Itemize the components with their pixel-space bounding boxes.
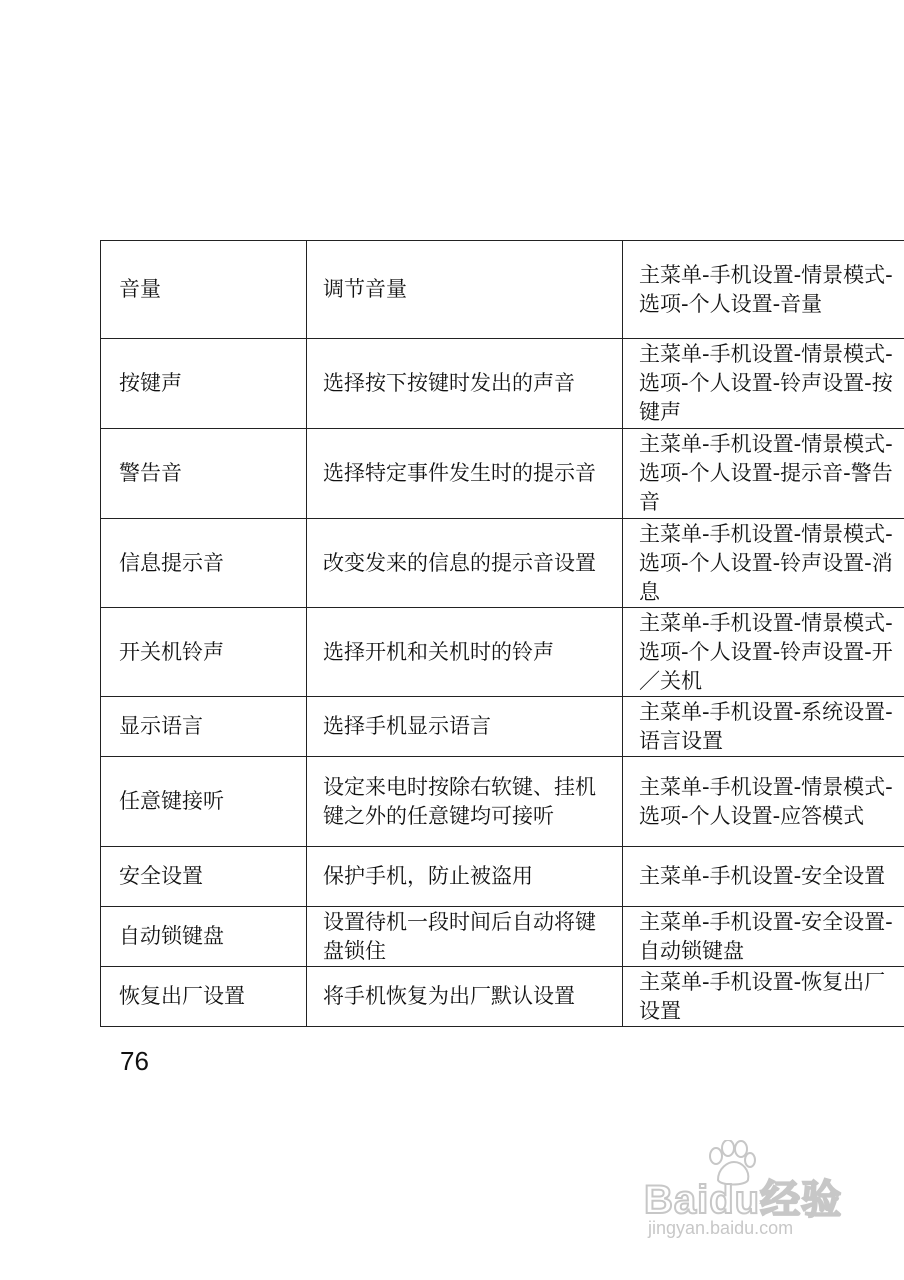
- table-row: [101, 608, 904, 697]
- setting-description-cell: 调节音量: [307, 241, 623, 339]
- setting-path-cell: 主菜单-手机设置-情景模式-选项-个人设置-应答模式: [623, 757, 904, 847]
- setting-path-cell: 主菜单-手机设置-情景模式-选项-个人设置-音量: [623, 241, 904, 339]
- table-row: [101, 429, 904, 519]
- setting-description-cell: 设置待机一段时间后自动将键盘锁住: [307, 907, 623, 967]
- setting-path-cell: 主菜单-手机设置-恢复出厂设置: [623, 967, 904, 1027]
- setting-description-cell: 将手机恢复为出厂默认设置: [307, 967, 623, 1027]
- table-row: [101, 697, 904, 757]
- setting-path-cell: 主菜单-手机设置-安全设置: [623, 847, 904, 907]
- setting-description-cell: 选择手机显示语言: [307, 697, 623, 757]
- table-row: [101, 967, 904, 1027]
- setting-description-cell: 设定来电时按除右软键、挂机键之外的任意键均可接听: [307, 757, 623, 847]
- setting-path-cell: 主菜单-手机设置-系统设置-语言设置: [623, 697, 904, 757]
- setting-name-cell: 按键声: [101, 339, 307, 429]
- setting-path-cell: 主菜单-手机设置-安全设置-自动锁键盘: [623, 907, 904, 967]
- setting-name-cell: 信息提示音: [101, 519, 307, 608]
- setting-description-cell: 选择开机和关机时的铃声: [307, 608, 623, 697]
- setting-name-cell: 开关机铃声: [101, 608, 307, 697]
- watermark-url: jingyan.baidu.com: [648, 1218, 794, 1238]
- table-row: [101, 907, 904, 967]
- setting-name-cell: 音量: [101, 241, 307, 339]
- table-row: [101, 847, 904, 907]
- setting-name-cell: 恢复出厂设置: [101, 967, 307, 1027]
- setting-name-cell: 警告音: [101, 429, 307, 519]
- setting-path-cell: 主菜单-手机设置-情景模式-选项-个人设置-铃声设置-按键声: [623, 339, 904, 429]
- settings-table: [100, 240, 904, 1027]
- table-row: [101, 757, 904, 847]
- table-row: [101, 241, 904, 339]
- setting-path-cell: 主菜单-手机设置-情景模式-选项-个人设置-铃声设置-消息: [623, 519, 904, 608]
- setting-path-cell: 主菜单-手机设置-情景模式-选项-个人设置-提示音-警告音: [623, 429, 904, 519]
- setting-name-cell: 安全设置: [101, 847, 307, 907]
- table-row: [101, 339, 904, 429]
- watermark-brand: Baidu经验: [644, 1178, 843, 1222]
- setting-name-cell: 自动锁键盘: [101, 907, 307, 967]
- table-row: [101, 519, 904, 608]
- setting-name-cell: 任意键接听: [101, 757, 307, 847]
- settings-table-body: [101, 241, 904, 1027]
- setting-description-cell: 选择按下按键时发出的声音: [307, 339, 623, 429]
- setting-description-cell: 选择特定事件发生时的提示音: [307, 429, 623, 519]
- setting-path-cell: 主菜单-手机设置-情景模式-选项-个人设置-铃声设置-开／关机: [623, 608, 904, 697]
- setting-name-cell: 显示语言: [101, 697, 307, 757]
- baidu-jingyan-watermark: [640, 1140, 860, 1250]
- setting-description-cell: 改变发来的信息的提示音设置: [307, 519, 623, 608]
- page-number: 76: [120, 1046, 149, 1076]
- setting-description-cell: 保护手机，防止被盗用: [307, 847, 623, 907]
